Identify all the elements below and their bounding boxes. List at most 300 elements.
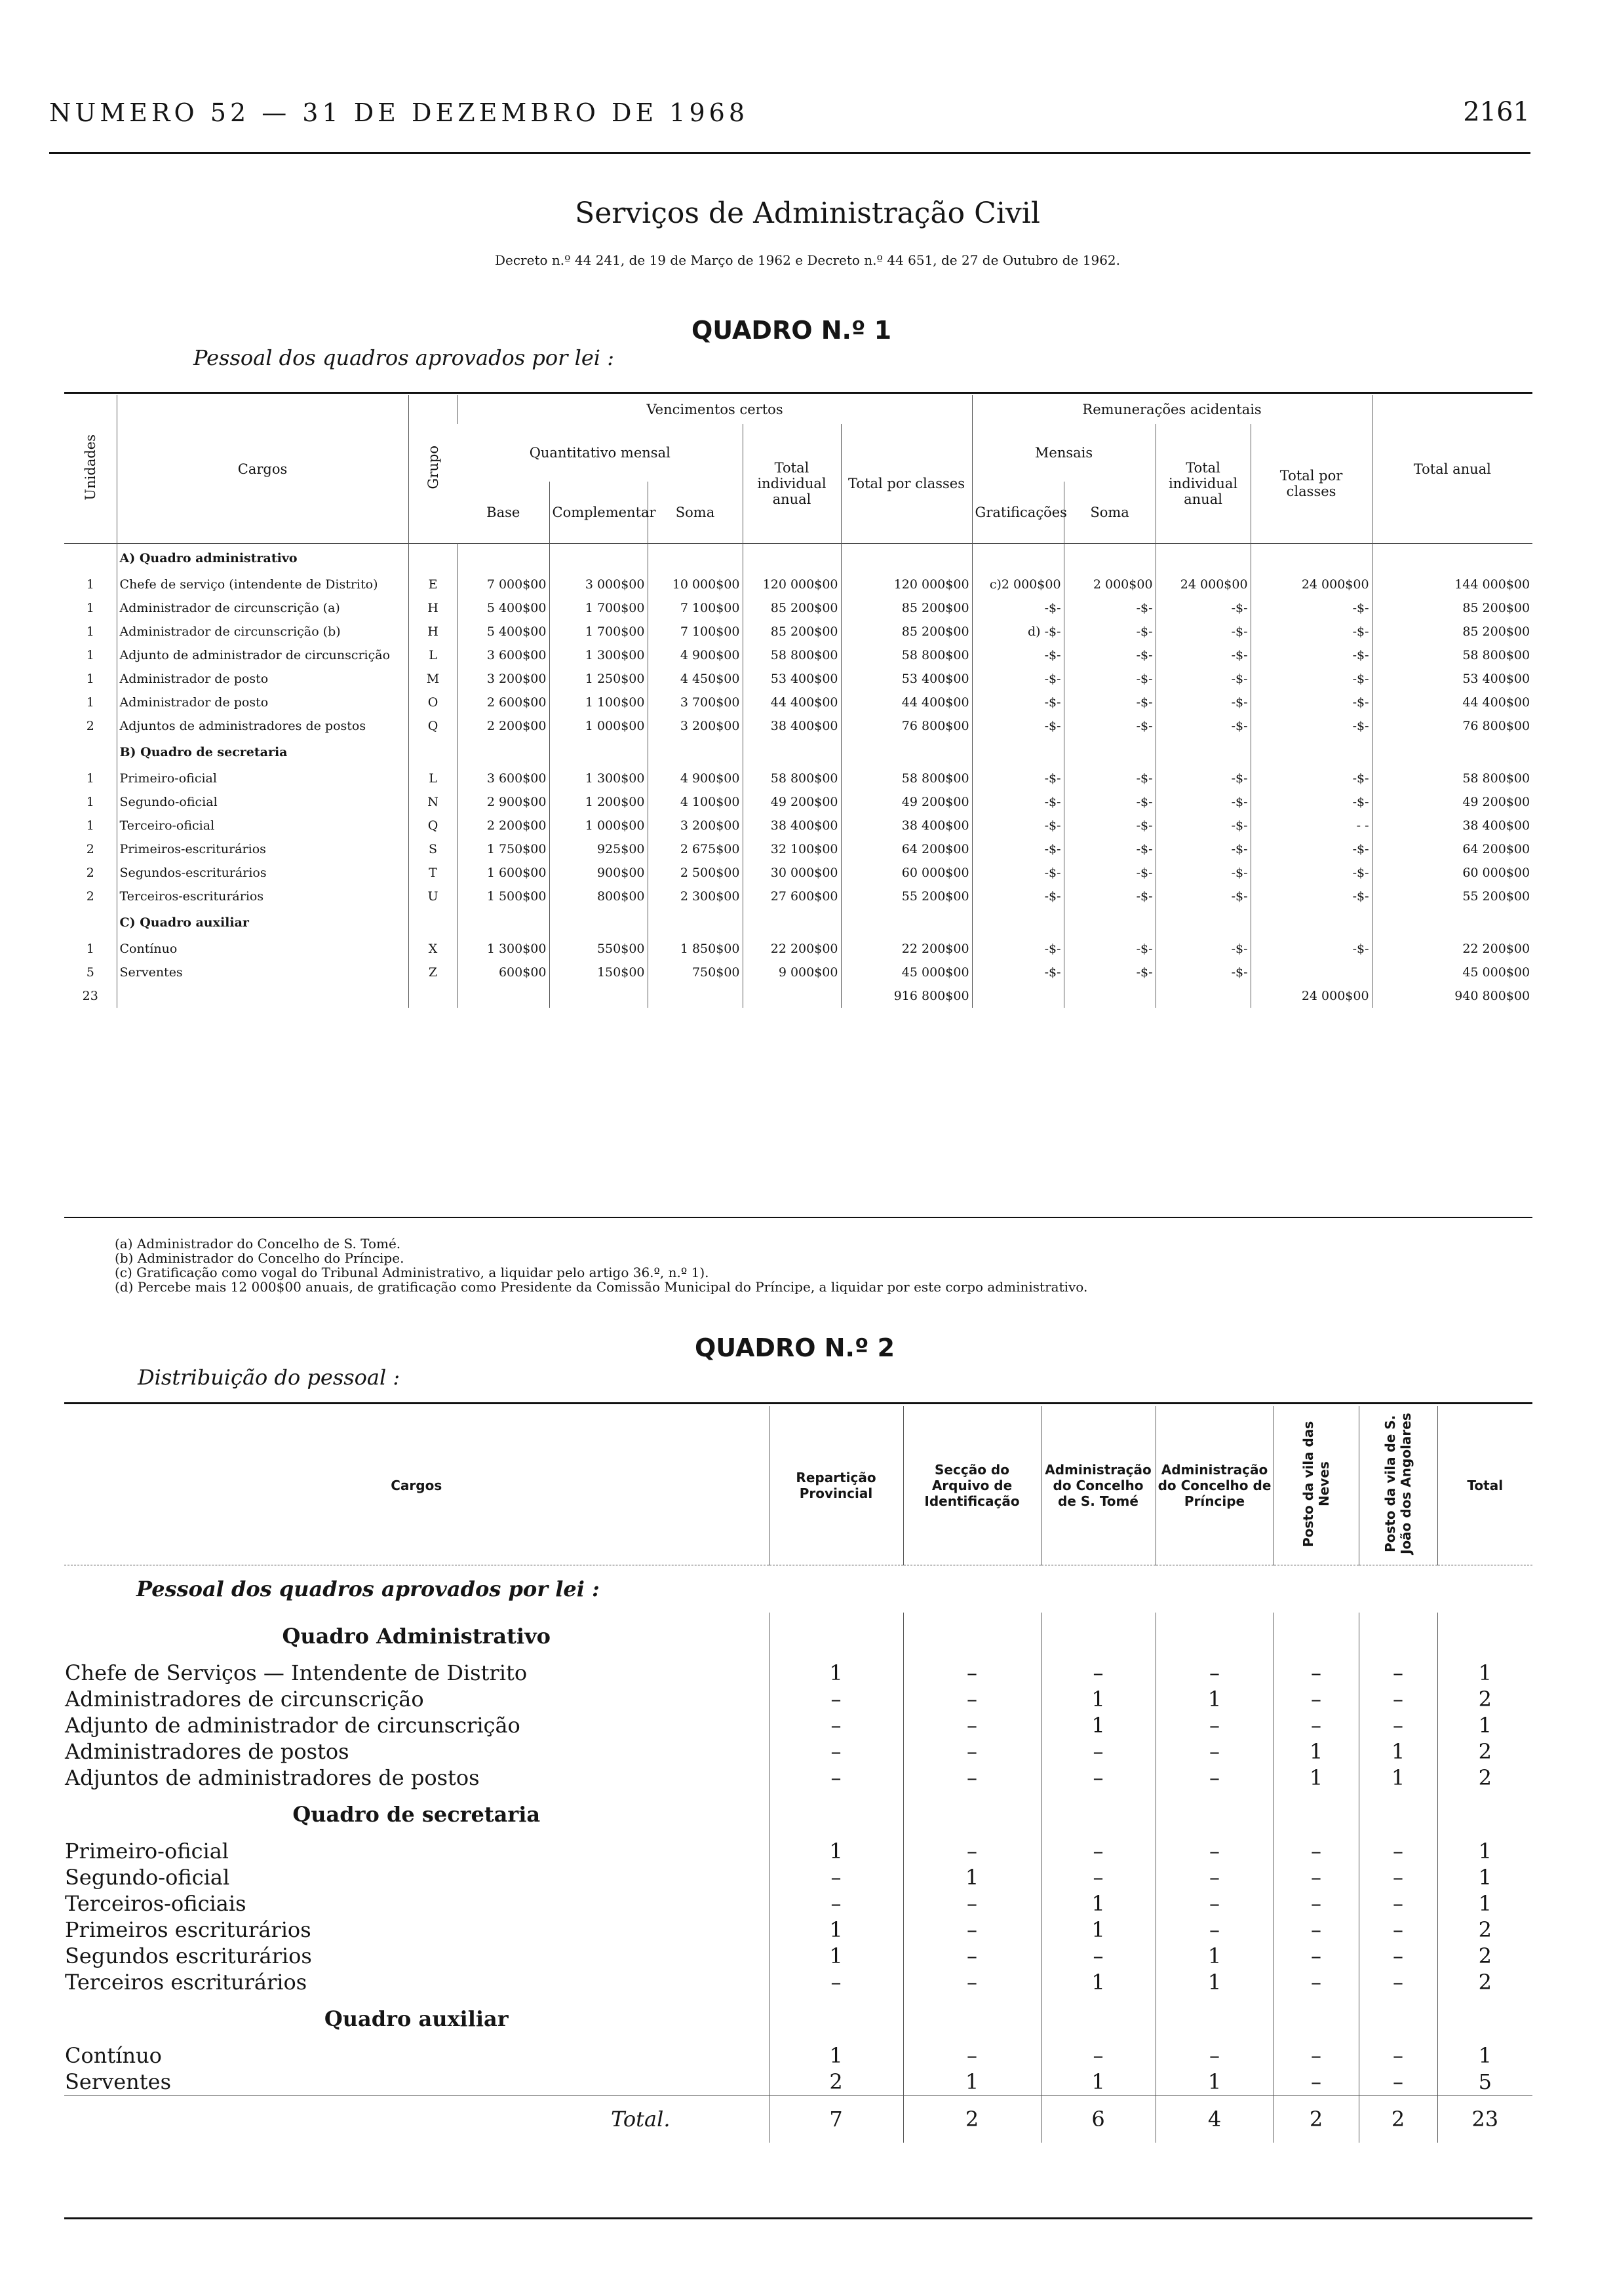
table-cell: 85 200$00 — [841, 596, 972, 620]
table-cell: -$- — [1064, 767, 1156, 790]
table-cell: – — [1359, 1864, 1437, 1890]
table-row — [64, 1917, 1532, 1943]
table-cell: Administrador de posto — [117, 691, 408, 714]
table-cell: – — [903, 1686, 1041, 1712]
table-cell: – — [903, 1765, 1041, 1791]
q2-col-reparticao: Repartição Provincial — [769, 1406, 903, 1565]
table-cell: 2 — [1437, 1686, 1532, 1712]
quadro2-subheading: Distribuição do pessoal : — [138, 1365, 400, 1390]
table-cell: -$- — [1251, 620, 1372, 643]
table-cell: – — [1359, 1969, 1437, 1995]
table-cell: 1 — [1156, 1686, 1274, 1712]
q2-cargo-label: Segundo-oficial — [65, 1865, 230, 1890]
table-cell: 85 200$00 — [1372, 596, 1532, 620]
table-cell: -$- — [1156, 767, 1251, 790]
table-cell: -$- — [1251, 596, 1372, 620]
table-row — [64, 691, 1532, 714]
table-row — [64, 620, 1532, 643]
q2-col-arquivo: Secção do Arquivo de Identificação — [903, 1406, 1041, 1565]
table-cell: 55 200$00 — [841, 885, 972, 908]
table-cell: -$- — [1251, 691, 1372, 714]
table-cell: 45 000$00 — [841, 961, 972, 984]
table-cell: 1 — [86, 672, 94, 686]
table-row — [64, 1864, 1532, 1890]
table-cell: 2 — [1437, 1969, 1532, 1995]
quadro1-subheading: Pessoal dos quadros aprovados por lei : — [193, 345, 614, 370]
table-cell: – — [903, 1943, 1041, 1969]
table-cell: – — [903, 1917, 1041, 1943]
table-cell: – — [1156, 1712, 1274, 1738]
table-cell: – — [903, 1890, 1041, 1917]
table-cell: 45 000$00 — [1372, 961, 1532, 984]
table-cell: 32 100$00 — [743, 837, 841, 861]
table-cell: – — [1156, 1864, 1274, 1890]
table-cell: 3 000$00 — [549, 573, 648, 596]
table-cell: 1 — [769, 1943, 903, 1969]
total-cell: 6 — [1041, 2095, 1156, 2143]
table-cell: -$- — [972, 961, 1064, 984]
table-cell: – — [1359, 1943, 1437, 1969]
table-row — [64, 790, 1532, 814]
table-cell: – — [1156, 1765, 1274, 1791]
table-cell: -$- — [1064, 937, 1156, 961]
table-cell: -$- — [972, 667, 1064, 691]
table-cell: -$- — [1064, 790, 1156, 814]
quadro2-table — [64, 1406, 1532, 2143]
table-cell: 2 200$00 — [457, 714, 549, 738]
total-cell: 23 — [1437, 2095, 1532, 2143]
table-cell: 53 400$00 — [743, 667, 841, 691]
table1-top-rule — [64, 392, 1532, 394]
table-row — [64, 596, 1532, 620]
table-cell: 44 400$00 — [743, 691, 841, 714]
table-cell: -$- — [972, 691, 1064, 714]
table-cell: 1 — [86, 648, 94, 662]
q1-totals-row — [64, 984, 1532, 1008]
col-cargos: Cargos — [117, 395, 408, 544]
table-cell: 1 — [1041, 1712, 1156, 1738]
table-cell: -$- — [1064, 596, 1156, 620]
table-cell: 38 400$00 — [841, 814, 972, 837]
table-cell: -$- — [1156, 714, 1251, 738]
q2-cargo-label: Administradores de circunscrição — [65, 1687, 424, 1712]
table-cell: 1 — [1041, 1917, 1156, 1943]
table-cell: 1 — [769, 1838, 903, 1864]
table-cell: Contínuo — [117, 937, 408, 961]
table-cell: – — [1041, 1738, 1156, 1765]
table-cell: – — [1274, 1686, 1359, 1712]
table-cell: 1 300$00 — [549, 643, 648, 667]
table-cell: 60 000$00 — [1372, 861, 1532, 885]
total-cell: 940 800$00 — [1372, 984, 1532, 1008]
table-cell: 1 — [1274, 1765, 1359, 1791]
table1-bottom-rule — [64, 1217, 1532, 1218]
q1-section-title: B) Quadro de secretaria — [117, 738, 408, 767]
table-cell: 1 — [903, 2069, 1041, 2095]
table-cell: 58 800$00 — [841, 643, 972, 667]
table-cell: Terceiros-escriturários — [117, 885, 408, 908]
col-mensais: Mensais — [972, 424, 1156, 482]
table-cell: -$- — [1156, 667, 1251, 691]
table-cell: – — [1274, 1838, 1359, 1864]
table-cell: – — [1274, 1969, 1359, 1995]
table-cell: – — [903, 1969, 1041, 1995]
table-cell: 1 750$00 — [457, 837, 549, 861]
table-row — [64, 714, 1532, 738]
table-cell: Segundo-oficial — [117, 790, 408, 814]
table-cell: 550$00 — [549, 937, 648, 961]
quadro1-heading: QUADRO N.º 1 — [691, 316, 892, 345]
col-vencimentos: Vencimentos certos — [457, 395, 972, 424]
table-cell: 1 — [769, 2042, 903, 2069]
table-cell: 750$00 — [648, 961, 743, 984]
table-cell: S — [408, 837, 457, 861]
table-cell: 1 — [1041, 1686, 1156, 1712]
q2-cargo-label: Adjuntos de administradores de postos — [65, 1765, 480, 1790]
table-cell: -$- — [1251, 790, 1372, 814]
table-cell: – — [1274, 2042, 1359, 2069]
table-cell: 1 — [1437, 1838, 1532, 1864]
table-cell: -$- — [1064, 620, 1156, 643]
table-cell: -$- — [1064, 814, 1156, 837]
table-cell: -$- — [1156, 790, 1251, 814]
table-cell: -$- — [1251, 643, 1372, 667]
table-cell: – — [1156, 1660, 1274, 1686]
table-cell: Chefe de serviço (intendente de Distrito) — [117, 573, 408, 596]
table-cell: 30 000$00 — [743, 861, 841, 885]
table-cell: – — [769, 1969, 903, 1995]
q2-col-neves: Posto da vila das Neves — [1300, 1421, 1332, 1547]
table-cell: -$- — [972, 714, 1064, 738]
q1-section-title: C) Quadro auxiliar — [117, 908, 408, 937]
table-cell: H — [408, 620, 457, 643]
table-cell: X — [408, 937, 457, 961]
table-cell: 3 700$00 — [648, 691, 743, 714]
table-cell: c)2 000$00 — [972, 573, 1064, 596]
table-cell: -$- — [1251, 714, 1372, 738]
table-cell: – — [769, 1864, 903, 1890]
table-cell: 1 — [1156, 1969, 1274, 1995]
table-cell: -$- — [972, 643, 1064, 667]
table-cell: – — [1359, 1838, 1437, 1864]
total-cell: 2 — [1274, 2095, 1359, 2143]
table-cell: 4 450$00 — [648, 667, 743, 691]
table-cell: 3 200$00 — [648, 714, 743, 738]
table-cell: O — [408, 691, 457, 714]
total-cell: 23 — [82, 989, 98, 1003]
table-cell: 58 800$00 — [743, 767, 841, 790]
table-cell: -$- — [972, 790, 1064, 814]
table-cell: 38 400$00 — [743, 714, 841, 738]
table-row — [64, 1943, 1532, 1969]
table-cell: 49 200$00 — [841, 790, 972, 814]
table-cell: -$- — [1251, 767, 1372, 790]
table-cell: 53 400$00 — [841, 667, 972, 691]
table-row — [64, 1738, 1532, 1765]
table-cell: – — [769, 1890, 903, 1917]
table-cell: -$- — [972, 885, 1064, 908]
q2-total-row — [64, 2095, 1532, 2143]
table-cell: 2 900$00 — [457, 790, 549, 814]
table-cell: 22 200$00 — [743, 937, 841, 961]
table-cell: 85 200$00 — [841, 620, 972, 643]
table-cell: 22 200$00 — [841, 937, 972, 961]
table-cell: – — [1041, 1765, 1156, 1791]
table-cell: Adjunto de administrador de circunscrição — [117, 643, 408, 667]
q2-cargo-label: Primeiros escriturários — [65, 1917, 311, 1942]
table-cell: -$- — [1156, 961, 1251, 984]
decree-reference: Decreto n.º 44 241, de 19 de Março de 1962 e Decreto n.º 44 651, de 27 de Outubro de 1962. — [494, 252, 1120, 268]
q2-cargo-label: Segundos escriturários — [65, 1943, 312, 1968]
table-cell: -$- — [972, 596, 1064, 620]
col-total-classes2: Total por classes — [1251, 424, 1372, 544]
col-total-anual: Total anual — [1372, 395, 1532, 544]
table-cell: – — [1041, 1943, 1156, 1969]
table-cell: -$- — [972, 937, 1064, 961]
table-cell: 900$00 — [549, 861, 648, 885]
table-cell: d) -$- — [972, 620, 1064, 643]
table-cell: 2 500$00 — [648, 861, 743, 885]
q1-section-title: A) Quadro administrativo — [117, 544, 408, 573]
table-cell: 49 200$00 — [743, 790, 841, 814]
table-cell: 38 400$00 — [1372, 814, 1532, 837]
table-cell: – — [1359, 1712, 1437, 1738]
quadro2-heading: QUADRO N.º 2 — [695, 1333, 895, 1362]
total-cell: 2 — [1359, 2095, 1437, 2143]
table-cell: 1 — [1041, 1890, 1156, 1917]
table-cell: -$- — [1064, 837, 1156, 861]
table-cell — [1251, 961, 1372, 984]
table-cell: 120 000$00 — [841, 573, 972, 596]
table-cell: 1 300$00 — [457, 937, 549, 961]
table-cell: – — [903, 1660, 1041, 1686]
table-cell: 5 400$00 — [457, 596, 549, 620]
table-cell: 144 000$00 — [1372, 573, 1532, 596]
table-cell: -$- — [972, 814, 1064, 837]
table-row — [64, 2042, 1532, 2069]
table-cell: Serventes — [117, 961, 408, 984]
table-row — [64, 1660, 1532, 1686]
table-cell: – — [903, 1838, 1041, 1864]
table-cell: -$- — [1156, 643, 1251, 667]
table-cell: 1 — [86, 601, 94, 615]
q2-cargo-label: Primeiro-oficial — [65, 1839, 229, 1864]
page-number: 2161 — [1463, 97, 1530, 127]
table-cell: H — [408, 596, 457, 620]
table-cell: Q — [408, 714, 457, 738]
table-cell: 76 800$00 — [841, 714, 972, 738]
col-soma2: Soma — [1064, 482, 1156, 544]
q2-cargo-label: Administradores de postos — [65, 1739, 349, 1764]
table-cell: 2 — [1437, 1943, 1532, 1969]
col-soma: Soma — [648, 482, 743, 544]
table-cell: – — [769, 1738, 903, 1765]
table-cell: 1 — [1437, 1660, 1532, 1686]
table-cell: 925$00 — [549, 837, 648, 861]
table-cell: 24 000$00 — [1156, 573, 1251, 596]
table-cell: 1 000$00 — [549, 814, 648, 837]
table-cell: – — [1274, 1917, 1359, 1943]
table-cell: 150$00 — [549, 961, 648, 984]
table-row — [64, 2069, 1532, 2095]
table-cell: 1 — [1041, 2069, 1156, 2095]
table-cell: – — [903, 1712, 1041, 1738]
col-total-classes: Total por classes — [841, 424, 972, 544]
table-cell: -$- — [1064, 714, 1156, 738]
table-cell: -$- — [1251, 667, 1372, 691]
table-row — [64, 1838, 1532, 1864]
table-cell: 1 — [86, 942, 94, 956]
table-row — [64, 937, 1532, 961]
table-cell: -$- — [1156, 596, 1251, 620]
col-total-individual2: Total individual anual — [1156, 424, 1251, 544]
table-cell: Q — [408, 814, 457, 837]
q2-col-total: Total — [1437, 1406, 1532, 1565]
table-cell: 2 — [1437, 1917, 1532, 1943]
table-cell: – — [769, 1686, 903, 1712]
table-cell: – — [1156, 1890, 1274, 1917]
table-cell: – — [903, 2042, 1041, 2069]
table-cell: 1 — [1156, 2069, 1274, 2095]
table-cell: 55 200$00 — [1372, 885, 1532, 908]
table-row — [64, 961, 1532, 984]
table-cell: -$- — [1064, 861, 1156, 885]
table-cell: – — [1274, 1864, 1359, 1890]
total-cell: 4 — [1156, 2095, 1274, 2143]
table-cell: 1 100$00 — [549, 691, 648, 714]
q2-cargo-label: Terceiros-oficiais — [65, 1891, 246, 1916]
table-cell: 27 600$00 — [743, 885, 841, 908]
table-cell: 53 400$00 — [1372, 667, 1532, 691]
table-cell: 1 — [1041, 1969, 1156, 1995]
page-header-title: NUMERO 52 — 31 DE DEZEMBRO DE 1968 — [49, 98, 749, 127]
table-cell: 38 400$00 — [743, 814, 841, 837]
table-cell: – — [1274, 1890, 1359, 1917]
table-cell: 1 — [86, 818, 94, 833]
table-cell: -$- — [1064, 643, 1156, 667]
table-cell: 85 200$00 — [1372, 620, 1532, 643]
table-cell: 85 200$00 — [743, 596, 841, 620]
table-cell: U — [408, 885, 457, 908]
col-complementar: Complementar — [549, 482, 648, 544]
table-cell: -$- — [1156, 837, 1251, 861]
table-cell: -$- — [1156, 861, 1251, 885]
table-cell: -$- — [1064, 961, 1156, 984]
table2-top-rule — [64, 1402, 1532, 1404]
table-cell: 1 — [86, 771, 94, 786]
table-cell: 1 — [903, 1864, 1041, 1890]
document-title: Serviços de Administração Civil — [575, 197, 1040, 230]
table-cell: -$- — [1251, 937, 1372, 961]
table-cell: 1 — [1359, 1738, 1437, 1765]
table-row — [64, 861, 1532, 885]
table-cell: 3 200$00 — [648, 814, 743, 837]
table-cell: 2 — [1437, 1765, 1532, 1791]
q1-section-row — [64, 738, 1532, 767]
table-cell: 3 200$00 — [457, 667, 549, 691]
table-cell: 60 000$00 — [841, 861, 972, 885]
table-cell: – — [1156, 1917, 1274, 1943]
table-cell: 1 — [86, 695, 94, 710]
table-cell: 49 200$00 — [1372, 790, 1532, 814]
table-cell: 2 — [86, 889, 94, 904]
table-cell: – — [1359, 1660, 1437, 1686]
table2-bottom-rule — [64, 2217, 1532, 2219]
table-cell: – — [903, 1738, 1041, 1765]
table-cell: 2 — [86, 866, 94, 880]
table-cell: – — [1359, 1917, 1437, 1943]
table-cell: 800$00 — [549, 885, 648, 908]
table-cell: -$- — [1251, 885, 1372, 908]
col-unidades: Unidades — [82, 434, 98, 501]
table-cell: 2 — [1437, 1738, 1532, 1765]
table-cell: -$- — [972, 861, 1064, 885]
table-cell: 85 200$00 — [743, 620, 841, 643]
table-cell: 2 300$00 — [648, 885, 743, 908]
table-cell: 10 000$00 — [648, 573, 743, 596]
table-cell: 1 000$00 — [549, 714, 648, 738]
table-cell: 1 — [86, 577, 94, 592]
table-cell: 1 — [1156, 1943, 1274, 1969]
total-cell: 2 — [903, 2095, 1041, 2143]
table-cell: 4 100$00 — [648, 790, 743, 814]
table-cell: 2 600$00 — [457, 691, 549, 714]
q2-section-title: Quadro de secretaria — [292, 1802, 541, 1827]
table-cell: 1 — [86, 624, 94, 639]
table-cell: 44 400$00 — [1372, 691, 1532, 714]
table-cell: – — [1156, 1738, 1274, 1765]
table-cell: 76 800$00 — [1372, 714, 1532, 738]
table-cell: 9 000$00 — [743, 961, 841, 984]
total-cell: 7 — [769, 2095, 903, 2143]
table-cell: 5 — [1437, 2069, 1532, 2095]
col-quantitativo: Quantitativo mensal — [529, 445, 671, 461]
table-cell: 1 600$00 — [457, 861, 549, 885]
col-remuneracoes: Remunerações acidentais — [972, 395, 1372, 424]
note-a: (a) Administrador do Concelho de S. Tomé. — [115, 1236, 401, 1252]
table-cell: 120 000$00 — [743, 573, 841, 596]
q2-cargo-label: Adjunto de administrador de circunscrição — [65, 1713, 520, 1738]
table-cell: 1 — [86, 795, 94, 809]
q2-cargo-label: Chefe de Serviços — Intendente de Distrito — [65, 1660, 528, 1685]
table-cell: Primeiro-oficial — [117, 767, 408, 790]
total-label: Total. — [64, 2095, 769, 2143]
table-cell: Administrador de circunscrição (a) — [117, 596, 408, 620]
table-cell: 7 100$00 — [648, 620, 743, 643]
note-d: (d) Percebe mais 12 000$00 anuais, de gratificação como Presidente da Comissão Municipal do Príncipe, a liquidar por este corpo administrativo. — [115, 1279, 1088, 1295]
table-cell: – — [769, 1765, 903, 1791]
table-row — [64, 814, 1532, 837]
table-cell: -$- — [972, 767, 1064, 790]
table-row — [64, 573, 1532, 596]
table-cell: – — [1041, 2042, 1156, 2069]
table-row — [64, 767, 1532, 790]
table-row — [64, 837, 1532, 861]
table-cell: 1 — [769, 1660, 903, 1686]
table-cell: -$- — [1156, 937, 1251, 961]
table-row — [64, 1712, 1532, 1738]
q2-col-cargos: Cargos — [391, 1478, 442, 1493]
table-cell: 2 675$00 — [648, 837, 743, 861]
table-row — [64, 667, 1532, 691]
table-row — [64, 1686, 1532, 1712]
table-cell: -$- — [972, 837, 1064, 861]
table-row — [64, 1969, 1532, 1995]
table-cell: 3 600$00 — [457, 767, 549, 790]
table-cell: E — [408, 573, 457, 596]
table-cell: 2 — [769, 2069, 903, 2095]
table-cell: – — [1156, 2042, 1274, 2069]
